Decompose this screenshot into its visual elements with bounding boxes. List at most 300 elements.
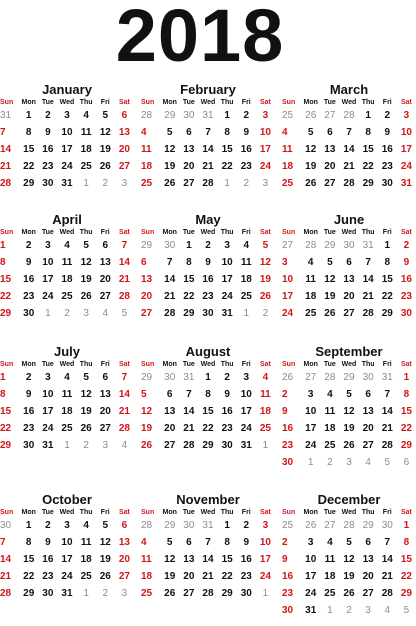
day-cell: 7 — [384, 537, 391, 548]
day-cell: 18 — [61, 274, 73, 285]
day-cell: 17 — [42, 274, 54, 285]
week-row — [282, 437, 416, 454]
day-cell: 19 — [80, 274, 92, 285]
adjacent-month-day: 1 — [262, 588, 269, 599]
day-cell: 28 — [343, 178, 355, 189]
day-cell: 16 — [282, 571, 294, 582]
day-cell: 4 — [282, 127, 288, 138]
weekday-header: Tue — [182, 361, 195, 368]
day-cell: 6 — [365, 537, 371, 548]
week-row — [282, 175, 416, 192]
week-row — [0, 420, 134, 437]
adjacent-month-day: 1 — [64, 440, 70, 451]
weekday-header: Sun — [141, 361, 155, 368]
weekday-header: Tue — [41, 361, 54, 368]
day-cell: 21 — [0, 571, 12, 582]
day-cell: 13 — [324, 144, 336, 155]
weekday-header: Sat — [118, 99, 130, 106]
weekday-header: Mon — [303, 99, 318, 106]
day-cell: 7 — [205, 537, 211, 548]
weekday-header: Sat — [259, 99, 271, 106]
day-cell: 20 — [183, 161, 195, 172]
day-cell: 15 — [381, 274, 393, 285]
day-cell: 18 — [240, 274, 252, 285]
adjacent-month-day: 31 — [0, 110, 12, 121]
day-cell: 15 — [183, 274, 195, 285]
day-cell: 4 — [327, 537, 333, 548]
day-cell: 23 — [400, 291, 412, 302]
weekday-header: Tue — [182, 509, 195, 516]
day-cell: 12 — [141, 406, 153, 417]
adjacent-month-day: 29 — [164, 110, 176, 121]
day-cell: 3 — [262, 520, 269, 531]
day-cell: 9 — [403, 257, 410, 268]
adjacent-month-day: 3 — [262, 178, 269, 189]
weekday-header: Sun — [141, 509, 155, 516]
day-cell: 27 — [118, 161, 130, 172]
day-cell: 25 — [141, 178, 153, 189]
week-row — [282, 454, 416, 471]
day-cell: 24 — [400, 161, 412, 172]
weekday-header: Sat — [400, 361, 412, 368]
day-cell: 22 — [0, 291, 12, 302]
day-cell: 13 — [362, 554, 374, 565]
day-cell: 22 — [221, 571, 233, 582]
weekday-header: Sun — [282, 509, 296, 516]
day-cell: 23 — [202, 291, 214, 302]
day-cell: 2 — [45, 110, 51, 121]
day-cell: 24 — [221, 291, 233, 302]
day-cell: 3 — [307, 537, 314, 548]
day-cell: 26 — [343, 588, 355, 599]
day-cell: 9 — [243, 127, 250, 138]
day-cell: 17 — [305, 423, 317, 434]
adjacent-month-day: 31 — [362, 240, 374, 251]
weekday-header: Thu — [220, 361, 234, 368]
day-cell: 17 — [42, 406, 54, 417]
day-cell: 8 — [0, 389, 6, 400]
adjacent-month-day: 1 — [307, 457, 314, 468]
day-cell: 2 — [25, 372, 32, 383]
day-cell: 9 — [25, 257, 32, 268]
week-row — [141, 369, 275, 386]
day-cell: 16 — [42, 554, 54, 565]
weekday-header: Tue — [182, 229, 195, 236]
day-cell: 3 — [64, 110, 70, 121]
day-cell: 8 — [25, 127, 32, 138]
weekday-header: Fri — [382, 361, 392, 368]
month-table — [282, 98, 416, 192]
week-row — [0, 403, 134, 420]
week-row — [0, 551, 134, 568]
day-cell: 8 — [186, 257, 192, 268]
week-row — [282, 271, 416, 288]
day-cell: 15 — [400, 554, 412, 565]
day-cell: 26 — [324, 308, 336, 319]
day-cell: 4 — [327, 389, 333, 400]
month-name: June — [333, 212, 365, 227]
day-cell: 20 — [343, 291, 355, 302]
day-cell: 20 — [324, 161, 336, 172]
weekday-header: Sat — [400, 229, 412, 236]
adjacent-month-day: 6 — [403, 457, 410, 468]
day-cell: 4 — [83, 520, 89, 531]
week-row — [0, 386, 134, 403]
day-cell: 12 — [99, 537, 111, 548]
day-cell: 23 — [221, 423, 233, 434]
day-cell: 14 — [183, 406, 195, 417]
day-cell: 7 — [384, 389, 391, 400]
weekday-header: Thu — [220, 99, 234, 106]
day-cell: 6 — [346, 257, 352, 268]
day-cell: 20 — [118, 144, 130, 155]
weekday-header: Tue — [41, 99, 54, 106]
adjacent-month-day: 3 — [346, 457, 352, 468]
day-cell: 3 — [403, 110, 410, 121]
day-cell: 10 — [61, 537, 73, 548]
day-cell: 10 — [42, 257, 54, 268]
weekday-header: Sat — [400, 509, 412, 516]
weekday-header: Wed — [59, 99, 75, 106]
day-cell: 7 — [121, 372, 128, 383]
day-cell: 10 — [221, 257, 233, 268]
day-cell: 8 — [205, 389, 211, 400]
weekday-header: Sun — [282, 99, 296, 106]
adjacent-month-day: 2 — [327, 457, 333, 468]
adjacent-month-day: 29 — [362, 520, 374, 531]
weekday-header: Thu — [220, 229, 234, 236]
weekday-header: Thu — [79, 361, 93, 368]
day-cell: 23 — [42, 161, 54, 172]
adjacent-month-day: 3 — [102, 440, 109, 451]
day-cell: 20 — [164, 423, 176, 434]
adjacent-month-day: 2 — [102, 178, 109, 189]
day-cell: 23 — [42, 571, 54, 582]
day-cell: 27 — [324, 178, 336, 189]
day-cell: 14 — [0, 554, 12, 565]
day-cell: 25 — [141, 588, 153, 599]
weekday-header: Wed — [200, 509, 216, 516]
week-row — [141, 403, 275, 420]
day-cell: 5 — [166, 127, 173, 138]
day-cell: 24 — [259, 571, 271, 582]
weekday-header: Mon — [303, 509, 318, 516]
week-row — [141, 107, 275, 124]
day-cell: 3 — [262, 110, 269, 121]
day-cell: 3 — [243, 372, 250, 383]
day-cell: 11 — [61, 257, 73, 268]
month-table — [141, 228, 275, 322]
day-cell: 30 — [202, 308, 214, 319]
adjacent-month-day: 27 — [282, 240, 294, 251]
day-cell: 31 — [42, 440, 54, 451]
weekday-header: Mon — [162, 361, 177, 368]
day-cell: 14 — [202, 144, 214, 155]
adjacent-month-day: 1 — [83, 588, 89, 599]
weekday-header: Fri — [382, 99, 392, 106]
day-cell: 4 — [64, 372, 70, 383]
weekday-header: Thu — [361, 99, 375, 106]
day-cell: 15 — [0, 274, 12, 285]
day-cell: 22 — [23, 571, 35, 582]
day-cell: 6 — [365, 389, 371, 400]
week-row — [141, 175, 275, 192]
week-row — [141, 124, 275, 141]
day-cell: 22 — [400, 571, 412, 582]
day-cell: 2 — [243, 110, 250, 121]
month-august — [141, 344, 275, 454]
weekday-header: Sun — [0, 361, 14, 368]
day-cell: 4 — [307, 257, 314, 268]
day-cell: 29 — [362, 178, 374, 189]
day-cell: 23 — [240, 161, 252, 172]
day-cell: 11 — [141, 554, 152, 565]
day-cell: 18 — [80, 144, 92, 155]
day-cell: 1 — [25, 520, 32, 531]
day-cell: 11 — [80, 127, 92, 138]
day-cell: 18 — [80, 554, 92, 565]
day-cell: 5 — [83, 372, 89, 383]
day-cell: 4 — [64, 240, 70, 251]
month-name: July — [53, 344, 80, 359]
weekday-header: Mon — [303, 361, 318, 368]
day-cell: 23 — [282, 440, 294, 451]
adjacent-month-day: 28 — [141, 110, 153, 121]
week-row — [282, 585, 416, 602]
day-cell: 14 — [202, 554, 214, 565]
weekday-header: Fri — [241, 361, 251, 368]
day-cell: 29 — [221, 588, 233, 599]
day-cell: 26 — [343, 440, 355, 451]
adjacent-month-day: 30 — [183, 110, 195, 121]
weekday-header: Tue — [41, 509, 54, 516]
day-cell: 17 — [61, 144, 73, 155]
day-cell: 3 — [224, 240, 230, 251]
day-cell: 29 — [0, 308, 12, 319]
weekday-header: Sat — [118, 361, 130, 368]
day-cell: 7 — [0, 537, 6, 548]
day-cell: 15 — [23, 554, 35, 565]
day-cell: 17 — [259, 554, 271, 565]
week-row — [141, 158, 275, 175]
day-cell: 24 — [259, 161, 271, 172]
weekday-header: Mon — [162, 229, 177, 236]
adjacent-month-day: 5 — [121, 308, 128, 319]
day-cell: 20 — [99, 406, 111, 417]
day-cell: 25 — [240, 291, 252, 302]
day-cell: 13 — [343, 274, 355, 285]
adjacent-month-day: 28 — [343, 520, 355, 531]
adjacent-month-day: 5 — [403, 605, 410, 616]
day-cell: 19 — [324, 291, 336, 302]
day-cell: 2 — [205, 240, 211, 251]
day-cell: 12 — [80, 257, 92, 268]
adjacent-month-day: 31 — [202, 110, 214, 121]
adjacent-month-day: 31 — [183, 372, 195, 383]
day-cell: 6 — [102, 240, 109, 251]
day-cell: 2 — [282, 537, 288, 548]
day-cell: 14 — [118, 389, 130, 400]
day-cell: 17 — [259, 144, 271, 155]
day-cell: 3 — [307, 389, 314, 400]
day-cell: 27 — [118, 571, 130, 582]
weekday-header: Tue — [323, 361, 336, 368]
adjacent-month-day: 30 — [381, 520, 393, 531]
week-row — [282, 158, 416, 175]
month-name: August — [185, 344, 231, 359]
month-name: September — [315, 344, 383, 359]
day-cell: 13 — [99, 257, 111, 268]
day-cell: 13 — [118, 127, 130, 138]
day-cell: 5 — [307, 127, 314, 138]
month-name: November — [176, 492, 240, 507]
day-cell: 11 — [282, 144, 293, 155]
weekday-header: Wed — [341, 361, 357, 368]
day-cell: 8 — [0, 257, 6, 268]
day-cell: 16 — [240, 554, 252, 565]
day-cell: 28 — [118, 291, 130, 302]
adjacent-month-day: 29 — [343, 372, 355, 383]
day-cell: 15 — [202, 406, 214, 417]
day-cell: 24 — [305, 440, 317, 451]
day-cell: 27 — [183, 178, 195, 189]
week-row — [141, 420, 275, 437]
day-cell: 13 — [183, 554, 195, 565]
weekday-header: Thu — [361, 361, 375, 368]
day-cell: 1 — [205, 372, 211, 383]
day-cell: 20 — [99, 274, 111, 285]
day-cell: 10 — [259, 127, 271, 138]
day-cell: 18 — [305, 291, 317, 302]
weekday-header: Wed — [200, 361, 216, 368]
day-cell: 15 — [362, 144, 374, 155]
month-april — [0, 212, 134, 322]
day-cell: 28 — [202, 588, 214, 599]
week-row — [0, 534, 134, 551]
day-cell: 28 — [202, 178, 214, 189]
weekday-header: Tue — [323, 229, 336, 236]
day-cell: 14 — [118, 257, 130, 268]
day-cell: 1 — [384, 240, 391, 251]
day-cell: 10 — [305, 406, 317, 417]
month-table — [141, 360, 275, 454]
day-cell: 17 — [221, 274, 233, 285]
week-row — [141, 237, 275, 254]
day-cell: 28 — [164, 308, 176, 319]
day-cell: 2 — [282, 389, 288, 400]
day-cell: 26 — [99, 161, 111, 172]
weekday-header: Fri — [241, 99, 251, 106]
day-cell: 8 — [25, 537, 32, 548]
day-cell: 29 — [400, 440, 412, 451]
day-cell: 9 — [224, 389, 230, 400]
day-cell: 2 — [25, 240, 32, 251]
day-cell: 6 — [141, 257, 147, 268]
day-cell: 27 — [141, 308, 153, 319]
day-cell: 24 — [42, 423, 54, 434]
month-september — [282, 344, 416, 471]
adjacent-month-day: 2 — [243, 178, 250, 189]
week-row — [0, 141, 134, 158]
weekday-header: Mon — [21, 229, 36, 236]
day-cell: 25 — [324, 440, 336, 451]
week-row — [141, 141, 275, 158]
day-cell: 20 — [362, 423, 374, 434]
day-cell: 21 — [343, 161, 355, 172]
month-october — [0, 492, 134, 602]
day-cell: 9 — [45, 537, 51, 548]
day-cell: 27 — [343, 308, 355, 319]
day-cell: 15 — [400, 406, 412, 417]
day-cell: 30 — [42, 178, 54, 189]
week-row — [0, 585, 134, 602]
weekday-header: Fri — [382, 229, 392, 236]
day-cell: 6 — [121, 520, 128, 531]
day-cell: 5 — [166, 537, 173, 548]
day-cell: 24 — [61, 161, 73, 172]
month-name: October — [42, 492, 92, 507]
day-cell: 20 — [118, 554, 130, 565]
day-cell: 11 — [324, 554, 336, 565]
weekday-header: Thu — [79, 509, 93, 516]
day-cell: 2 — [224, 372, 230, 383]
day-cell: 11 — [141, 144, 152, 155]
week-row — [141, 585, 275, 602]
day-cell: 21 — [362, 291, 374, 302]
week-row — [282, 237, 416, 254]
day-cell: 25 — [282, 178, 294, 189]
day-cell: 18 — [259, 406, 271, 417]
weekday-header: Fri — [100, 99, 110, 106]
weekday-header: Sun — [282, 229, 296, 236]
day-cell: 22 — [23, 161, 35, 172]
day-cell: 29 — [400, 588, 412, 599]
day-cell: 25 — [80, 161, 92, 172]
weekday-header: Sat — [400, 99, 412, 106]
day-cell: 21 — [118, 406, 130, 417]
week-row — [0, 254, 134, 271]
day-cell: 21 — [202, 161, 214, 172]
week-row — [0, 517, 134, 534]
day-cell: 29 — [183, 308, 195, 319]
day-cell: 11 — [240, 257, 252, 268]
day-cell: 18 — [141, 161, 153, 172]
adjacent-month-day: 29 — [324, 240, 336, 251]
day-cell: 10 — [240, 389, 252, 400]
adjacent-month-day: 1 — [327, 605, 333, 616]
week-row — [0, 437, 134, 454]
day-cell: 15 — [221, 144, 233, 155]
month-july — [0, 344, 134, 454]
day-cell: 13 — [141, 274, 153, 285]
day-cell: 14 — [0, 144, 12, 155]
week-row — [282, 534, 416, 551]
week-row — [282, 369, 416, 386]
adjacent-month-day: 4 — [102, 308, 109, 319]
day-cell: 8 — [403, 537, 410, 548]
day-cell: 12 — [164, 144, 176, 155]
day-cell: 28 — [118, 423, 130, 434]
adjacent-month-day: 28 — [141, 520, 153, 531]
day-cell: 26 — [164, 178, 176, 189]
adjacent-month-day: 27 — [324, 110, 336, 121]
weekday-header: Wed — [341, 229, 357, 236]
day-cell: 13 — [118, 537, 130, 548]
day-cell: 5 — [102, 110, 109, 121]
day-cell: 1 — [224, 520, 230, 531]
day-cell: 21 — [381, 571, 393, 582]
adjacent-month-day: 30 — [164, 372, 176, 383]
